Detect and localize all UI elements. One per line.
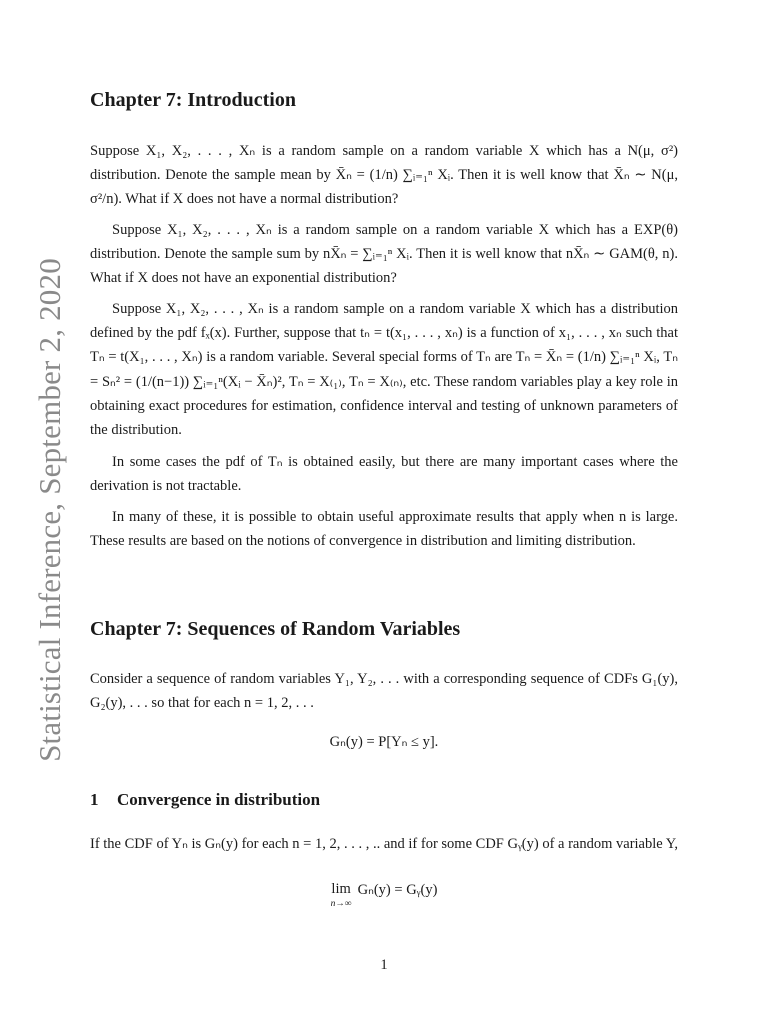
intro-heading: Chapter 7: Introduction <box>90 89 296 111</box>
page-number: 1 <box>380 957 388 973</box>
section-title: Convergence in distribution <box>117 790 321 809</box>
limit-expression: Gₙ(y) = Gᵧ(y) <box>357 882 438 898</box>
paragraph-normal-sample: Suppose X₁, X₂, . . . , Xₙ is a random sample on a random variable X which has a N(μ, σ²) distribution. Denote the sample mean by X̄ₙ = (1/n) ∑ᵢ₌₁ⁿ Xᵢ. Then it is well know that X̄ₙ ∼ N(μ, σ²/n). What if X does not have a normal distribution? <box>90 143 678 208</box>
paragraph-pdf-cases: In some cases the pdf of Tₙ is obtained easily, but there are many important cases where the derivation is not tractable. <box>90 454 678 495</box>
paragraph-approximate-results: In many of these, it is possible to obtain useful approximate results that apply when n is large. These results are based on the notions of convergence in distribution and limiting distribution. <box>90 509 678 550</box>
limit-operator: lim <box>331 881 351 897</box>
section-number: 1 <box>90 790 99 809</box>
convergence-heading <box>90 790 320 810</box>
paragraph-sequence-definition: Consider a sequence of random variables Y₁, Y₂, . . . with a corresponding sequence of CDFs G₁(y), G₂(y), . . . so that for each n = 1, 2, . . . <box>90 671 678 712</box>
sequences-heading: Chapter 7: Sequences of Random Variables <box>90 618 461 640</box>
cdf-equation: Gₙ(y) = P[Yₙ ≤ y]. <box>329 734 439 750</box>
limit-subscript: n→∞ <box>330 898 352 909</box>
paragraph-exponential-sample: Suppose X₁, X₂, . . . , Xₙ is a random sample on a random variable X which has a EXP(θ) distribution. Denote the sample sum by nX̄ₙ = ∑ᵢ₌₁ⁿ Xᵢ. Then it is well know that nX̄ₙ ∼ GAM(θ, n). What if X does not have an exponential distribution? <box>90 222 678 287</box>
limit-equation <box>90 881 678 909</box>
paragraph-statistic-definition: Suppose X₁, X₂, . . . , Xₙ is a random sample on a random variable X which has a distribution defined by the pdf fₓ(x). Further, suppose that tₙ = t(x₁, . . . , xₙ) is a function of x₁, . . . , xₙ such that Tₙ = t(X₁, . . . , Xₙ) is a random variable. Several special forms of Tₙ are Tₙ = X̄ₙ = (1/n) ∑ᵢ₌₁ⁿ Xᵢ, Tₙ = Sₙ² = (1/(n−1)) ∑ᵢ₌₁ⁿ(Xᵢ − X̄ₙ)², Tₙ = X₍₁₎, Tₙ = X₍ₙ₎, etc. These random variables play a key role in obtaining exact procedures for estimation, confidence interval and testing of unknown parameters of the distribution. <box>90 301 678 439</box>
margin-date-note: Statistical Inference, September 2, 2020 <box>32 258 67 762</box>
paragraph-convergence-condition: If the CDF of Yₙ is Gₙ(y) for each n = 1, 2, . . . , .. and if for some CDF Gᵧ(y) of a random variable Y, <box>90 836 679 852</box>
